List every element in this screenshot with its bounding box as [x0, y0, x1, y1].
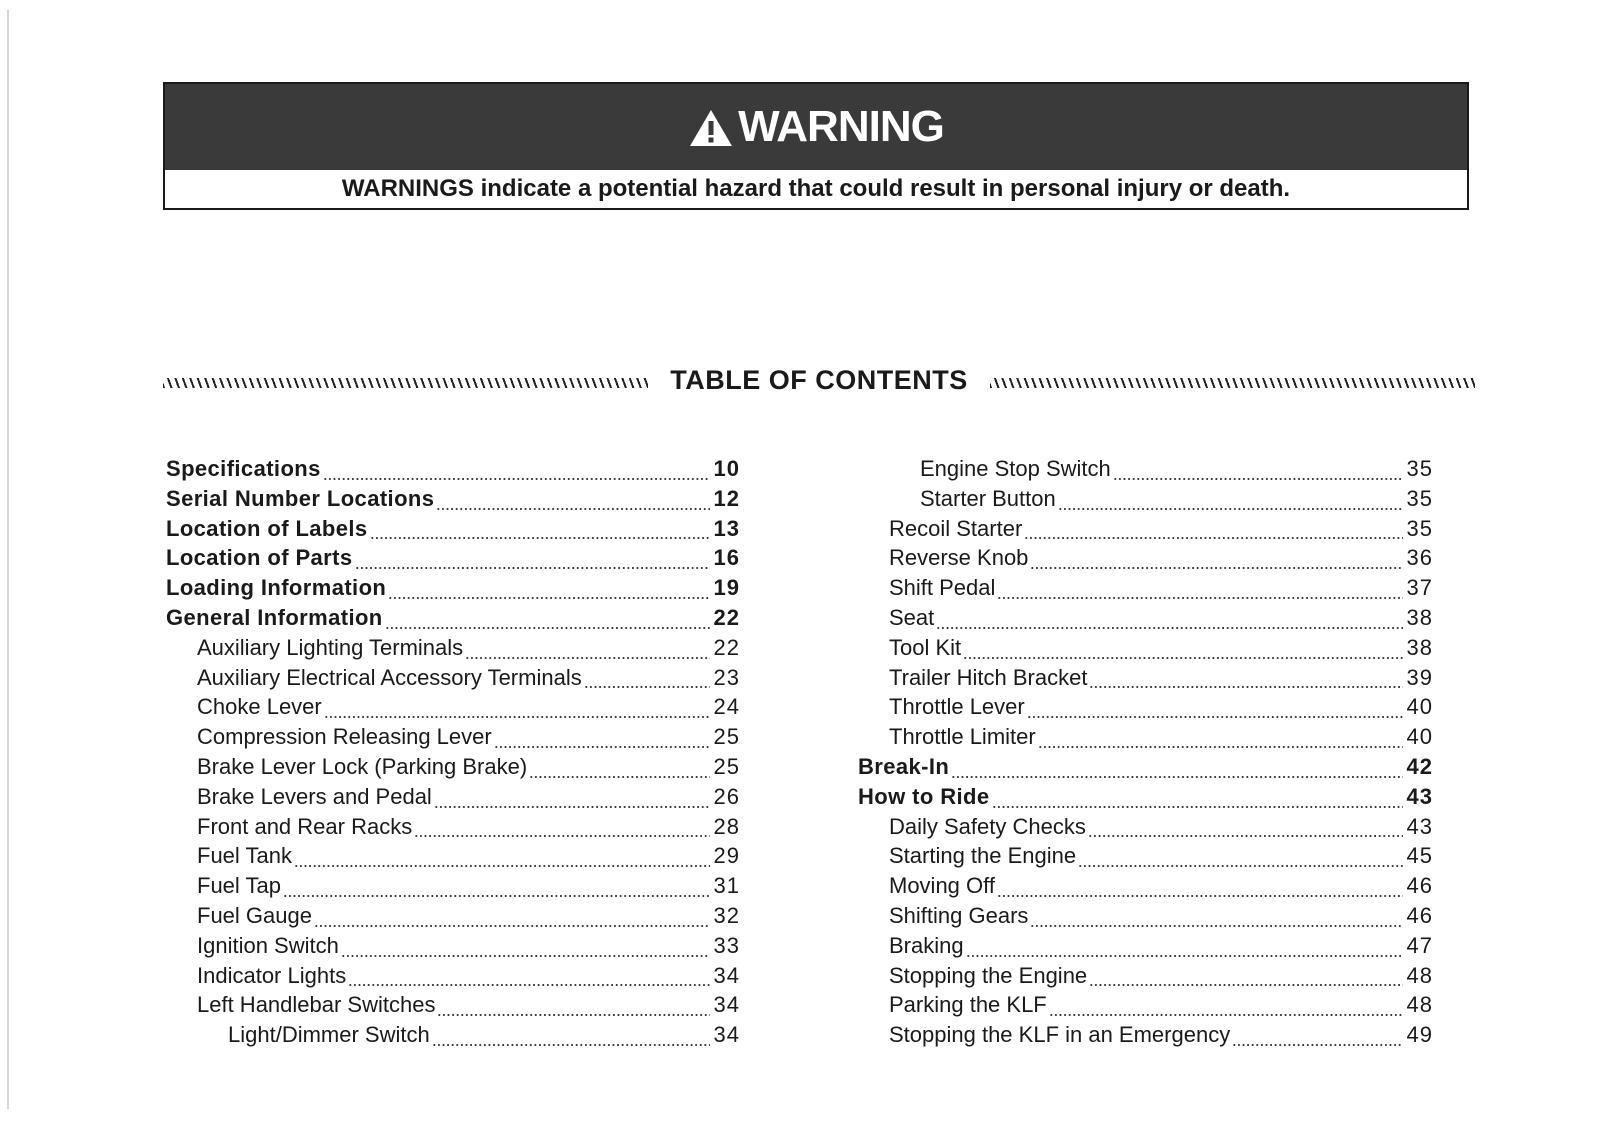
toc-entry-label: Trailer Hitch Bracket	[889, 664, 1088, 690]
toc-entry-page-number: 35	[1406, 515, 1433, 541]
toc-entry-label: Location of Labels	[166, 515, 368, 541]
toc-dot-leader	[1088, 835, 1403, 837]
toc-entry-label: Brake Levers and Pedal	[197, 783, 432, 809]
toc-entry[interactable]	[166, 933, 740, 963]
toc-dot-leader	[936, 627, 1403, 629]
toc-entry-page-number: 34	[713, 1022, 740, 1048]
toc-heading-rule-right	[990, 378, 1475, 388]
toc-entry-label: Brake Lever Lock (Parking Brake)	[197, 753, 528, 779]
toc-dot-leader	[388, 597, 710, 599]
toc-dot-leader	[348, 984, 710, 986]
toc-entry-label: Serial Number Locations	[166, 485, 435, 511]
toc-dot-leader	[1089, 984, 1403, 986]
toc-entry-label: General Information	[166, 604, 383, 630]
toc-entry-page-number: 19	[713, 575, 740, 601]
toc-entry-label: Break-In	[858, 753, 950, 779]
toc-entry[interactable]	[858, 992, 1433, 1022]
toc-entry-label: Left Handlebar Switches	[197, 992, 436, 1018]
toc-entry[interactable]	[166, 635, 740, 665]
toc-entry-label: Location of Parts	[166, 545, 353, 571]
toc-dot-leader	[1089, 686, 1403, 688]
toc-entry[interactable]	[166, 992, 740, 1022]
toc-entry-label: Compression Releasing Lever	[197, 724, 492, 750]
toc-entry[interactable]	[858, 545, 1433, 575]
toc-entry[interactable]	[858, 814, 1433, 844]
toc-entry[interactable]	[166, 873, 740, 903]
toc-right-column	[858, 456, 1433, 1052]
toc-entry-label: Engine Stop Switch	[920, 456, 1111, 481]
toc-dot-leader	[385, 627, 710, 629]
toc-entry[interactable]	[858, 486, 1433, 516]
toc-entry[interactable]	[166, 486, 740, 516]
toc-dot-leader	[1027, 716, 1403, 718]
toc-entry[interactable]	[858, 903, 1433, 933]
warning-description: WARNINGS indicate a potential hazard that could result in personal injury or death.	[341, 175, 1291, 202]
toc-entry-label: Auxiliary Electrical Accessory Terminals	[197, 664, 582, 690]
toc-entry-label: Specifications	[166, 456, 321, 481]
toc-dot-leader	[1078, 865, 1403, 867]
toc-entry[interactable]	[166, 814, 740, 844]
toc-dot-leader	[529, 776, 710, 778]
toc-entry-page-number: 22	[713, 604, 740, 630]
toc-entry-label: Braking	[889, 932, 964, 958]
toc-heading-rule-left	[163, 378, 648, 388]
toc-entry-page-number: 49	[1406, 1022, 1433, 1048]
toc-entry[interactable]	[166, 903, 740, 933]
toc-dot-leader	[414, 835, 710, 837]
toc-entry-page-number: 23	[713, 664, 740, 690]
toc-entry-page-number: 25	[713, 724, 740, 750]
toc-entry-label: Auxiliary Lighting Terminals	[197, 634, 464, 660]
toc-entry-label: Fuel Tank	[197, 843, 292, 869]
toc-entry-label: Fuel Gauge	[197, 902, 312, 928]
toc-entry[interactable]	[858, 694, 1433, 724]
toc-entry[interactable]	[858, 963, 1433, 993]
toc-entry[interactable]	[858, 456, 1433, 486]
toc-entry-page-number: 40	[1406, 694, 1433, 720]
toc-dot-leader	[963, 657, 1403, 659]
toc-entry[interactable]	[166, 724, 740, 754]
toc-entry[interactable]	[166, 605, 740, 635]
toc-entry[interactable]	[166, 1022, 740, 1052]
toc-dot-leader	[434, 806, 710, 808]
toc-entry[interactable]	[166, 694, 740, 724]
toc-dot-leader	[1058, 508, 1403, 510]
toc-entry[interactable]	[166, 843, 740, 873]
toc-entry[interactable]	[166, 575, 740, 605]
toc-entry-page-number: 35	[1406, 456, 1433, 481]
warning-header	[165, 84, 1467, 170]
toc-entry-page-number: 39	[1406, 664, 1433, 690]
toc-dot-leader	[341, 955, 710, 957]
toc-heading	[163, 360, 1475, 400]
toc-entry-page-number: 26	[713, 783, 740, 809]
toc-entry-label: Recoil Starter	[889, 515, 1023, 541]
toc-entry-page-number: 16	[713, 545, 740, 571]
toc-entry-label: Shifting Gears	[889, 902, 1029, 928]
toc-entry-label: Throttle Lever	[889, 694, 1025, 720]
toc-entry[interactable]	[858, 873, 1433, 903]
toc-entry-label: Daily Safety Checks	[889, 813, 1086, 839]
toc-dot-leader	[294, 865, 710, 867]
toc-entry-page-number: 36	[1406, 545, 1433, 571]
toc-dot-leader	[1030, 567, 1403, 569]
toc-entry-page-number: 34	[713, 992, 740, 1018]
toc-entry-page-number: 12	[713, 485, 740, 511]
toc-entry[interactable]	[858, 516, 1433, 546]
toc-entry[interactable]	[858, 724, 1433, 754]
toc-dot-leader	[494, 746, 710, 748]
toc-entry[interactable]	[858, 843, 1433, 873]
toc-dot-leader	[992, 806, 1403, 808]
warning-header-label: WARNING	[738, 102, 944, 151]
toc-entry-page-number: 42	[1406, 753, 1433, 779]
toc-entry-label: Stopping the Engine	[889, 962, 1088, 988]
toc-dot-leader	[437, 1014, 710, 1016]
toc-entry-label: Ignition Switch	[197, 932, 339, 958]
toc-entry[interactable]	[166, 754, 740, 784]
toc-title: TABLE OF CONTENTS	[670, 364, 968, 395]
toc-entry[interactable]	[166, 665, 740, 695]
toc-entry-page-number: 45	[1406, 843, 1433, 869]
toc-entry[interactable]	[858, 1022, 1433, 1052]
toc-entry-label: Loading Information	[166, 575, 387, 601]
toc-entry[interactable]	[166, 963, 740, 993]
toc-entry-page-number: 13	[713, 515, 740, 541]
toc-entry-page-number: 47	[1406, 932, 1433, 958]
toc-entry-label: Tool Kit	[889, 634, 962, 660]
toc-entry-page-number: 48	[1406, 992, 1433, 1018]
toc-entry-page-number: 33	[713, 932, 740, 958]
toc-entry[interactable]	[166, 456, 740, 486]
toc-left-column	[166, 456, 740, 1052]
toc-entry-label: Stopping the KLF in an Emergency	[889, 1022, 1231, 1048]
toc-entry-label: Light/Dimmer Switch	[228, 1022, 430, 1048]
toc-dot-leader	[1049, 1014, 1403, 1016]
toc-entry-page-number: 46	[1406, 902, 1433, 928]
toc-entry[interactable]	[166, 516, 740, 546]
toc-dot-leader	[966, 955, 1403, 957]
toc-dot-leader	[465, 657, 710, 659]
toc-entry-page-number: 38	[1406, 604, 1433, 630]
toc-dot-leader	[355, 567, 711, 569]
toc-entry[interactable]	[858, 754, 1433, 784]
toc-dot-leader	[323, 478, 710, 480]
toc-entry-page-number: 24	[713, 694, 740, 720]
toc-dot-leader	[314, 925, 710, 927]
toc-dot-leader	[1113, 478, 1403, 480]
toc-entry[interactable]	[858, 665, 1433, 695]
toc-entry-page-number: 48	[1406, 962, 1433, 988]
toc-dot-leader	[951, 776, 1403, 778]
toc-dot-leader	[1024, 537, 1403, 539]
toc-entry[interactable]	[858, 635, 1433, 665]
toc-dot-leader	[584, 686, 710, 688]
toc-entry-page-number: 10	[713, 456, 740, 481]
toc-entry[interactable]	[166, 545, 740, 575]
toc-entry-label: Moving Off	[889, 873, 995, 899]
toc-entry-label: Throttle Limiter	[889, 724, 1036, 750]
toc-entry-label: Shift Pedal	[889, 575, 996, 601]
toc-dot-leader	[997, 895, 1403, 897]
toc-entry-label: Seat	[889, 604, 935, 630]
toc-entry[interactable]	[858, 605, 1433, 635]
toc-dot-leader	[1232, 1044, 1403, 1046]
toc-entry-label: Front and Rear Racks	[197, 813, 413, 839]
toc-entry[interactable]	[858, 575, 1433, 605]
warning-triangle-icon	[688, 108, 734, 148]
warning-box	[163, 82, 1469, 210]
toc-entry-page-number: 40	[1406, 724, 1433, 750]
toc-entry-label: Starter Button	[920, 485, 1056, 511]
toc-entry-label: Starting the Engine	[889, 843, 1077, 869]
toc-entry-page-number: 32	[713, 902, 740, 928]
toc-entry-page-number: 37	[1406, 575, 1433, 601]
toc-entry-label: Reverse Knob	[889, 545, 1029, 571]
toc-entry-label: Indicator Lights	[197, 962, 347, 988]
toc-entry-label: How to Ride	[858, 783, 990, 809]
toc-dot-leader	[324, 716, 710, 718]
toc-entry-page-number: 34	[713, 962, 740, 988]
toc-entry-page-number: 25	[713, 753, 740, 779]
toc-entry-page-number: 35	[1406, 485, 1433, 511]
page-binding-edge	[7, 10, 9, 1109]
toc-entry[interactable]	[858, 784, 1433, 814]
toc-entry-page-number: 46	[1406, 873, 1433, 899]
toc-dot-leader	[1030, 925, 1403, 927]
toc-entry[interactable]	[858, 933, 1433, 963]
toc-entry-label: Parking the KLF	[889, 992, 1047, 1018]
toc-entry[interactable]	[166, 784, 740, 814]
toc-entry-page-number: 31	[713, 873, 740, 899]
toc-entry-page-number: 22	[713, 634, 740, 660]
toc-dot-leader	[1038, 746, 1403, 748]
toc-dot-leader	[432, 1044, 710, 1046]
toc-dot-leader	[436, 508, 710, 510]
toc-entry-label: Fuel Tap	[197, 873, 281, 899]
toc-entry-page-number: 43	[1406, 813, 1433, 839]
toc-dot-leader	[370, 537, 710, 539]
toc-entry-page-number: 43	[1406, 783, 1433, 809]
toc-entry-page-number: 38	[1406, 634, 1433, 660]
toc-entry-page-number: 28	[713, 813, 740, 839]
toc-dot-leader	[283, 895, 710, 897]
toc-dot-leader	[997, 597, 1403, 599]
toc-entry-page-number: 29	[713, 843, 740, 869]
toc-entry-label: Choke Lever	[197, 694, 322, 720]
